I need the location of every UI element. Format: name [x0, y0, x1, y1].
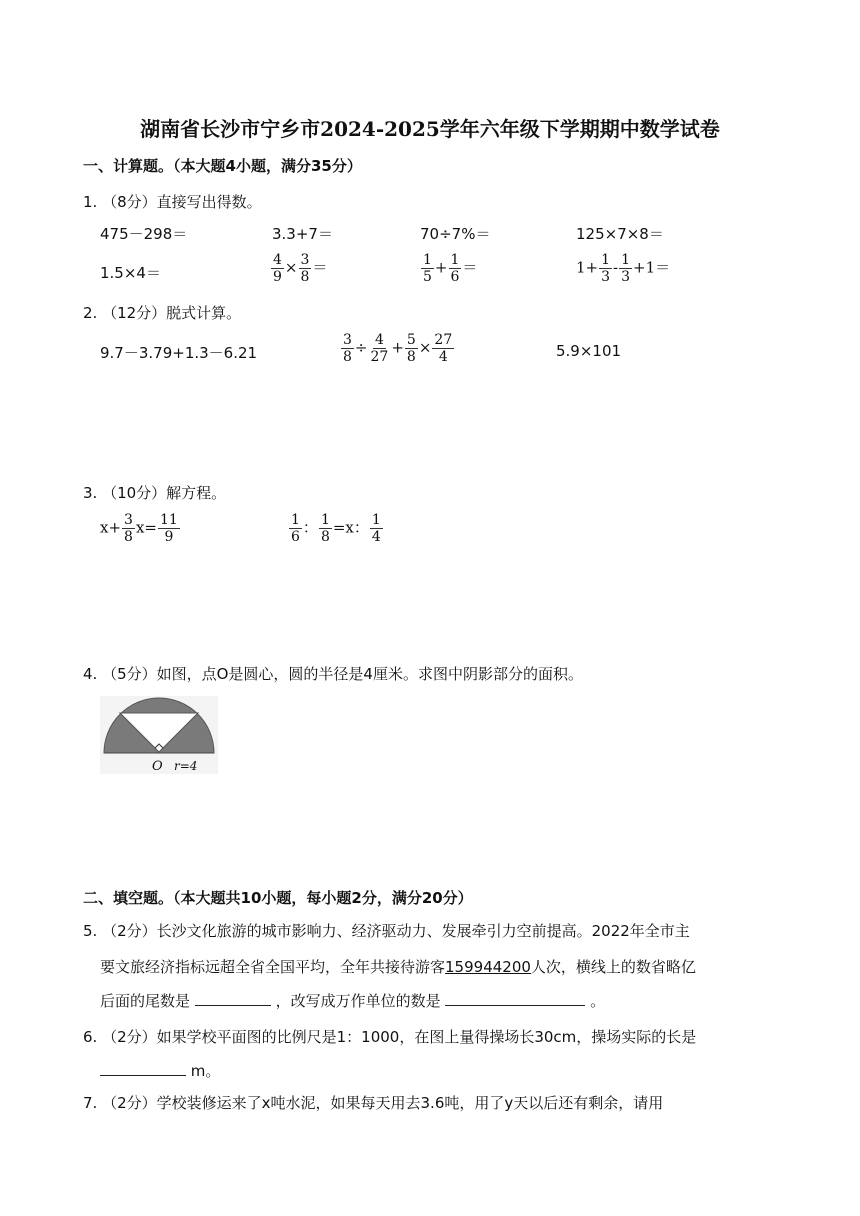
answer-blank-6[interactable]: [100, 1059, 186, 1076]
q1-item-7: $\frac{1}{5}$ + $\frac{1}{6}$ ＝: [423, 252, 478, 285]
section-2-heading: 二、填空题。（本大题共10小题，每小题2分，满分20分）: [83, 889, 473, 907]
q1-item-3: 70÷7%＝: [420, 225, 491, 243]
q1-item-1: 475－298＝: [100, 225, 188, 243]
q1-item-2: 3.3+7＝: [272, 225, 333, 243]
q2-expression-2: $\frac{3}{8}$ ÷ $\frac{4}{27}$ + $\frac{5}{8}$ × $\frac{27}{4}$: [343, 332, 453, 365]
q1-item-6: $\frac{4}{9}$ × $\frac{3}{8}$ ＝: [273, 252, 328, 285]
semicircle-diagram: [100, 696, 218, 774]
q3-equation-1: x+ $\frac{3}{8}$ x= $\frac{11}{9}$: [100, 512, 178, 545]
radius-label: r=4: [174, 759, 198, 773]
q2-expression-3: 5.9×101: [556, 342, 622, 360]
question-1-label: 1. （8分）直接写出得数。: [83, 193, 262, 211]
question-7-line-1: 7. （2分）学校装修运来了x吨水泥，如果每天用去3.6吨，用了y天以后还有剩余，请用: [83, 1094, 664, 1112]
answer-blank-5b[interactable]: [445, 989, 585, 1006]
question-3-label: 3. （10分）解方程。: [83, 484, 227, 502]
answer-blank-5a[interactable]: [195, 989, 271, 1006]
q1-item-8: 1+ $\frac{1}{3}$ - $\frac{1}{3}$ +1＝: [576, 252, 671, 285]
q2-expression-1: 9.7－3.79+1.3－6.21: [100, 344, 258, 362]
tourist-count: 159944200: [445, 958, 531, 976]
question-4-label: 4. （5分）如图，点O是圆心，圆的半径是4厘米。求图中阴影部分的面积。: [83, 665, 583, 683]
question-5-line-2: 要文旅经济指标远超全省全国平均，全年共接待游客159944200人次，横线上的数省略亿: [100, 958, 696, 976]
question-2-label: 2. （12分）脱式计算。: [83, 304, 242, 322]
q3-equation-2: $\frac{1}{6}$ ： $\frac{1}{8}$ =x： $\frac{1}{4}$: [291, 512, 381, 545]
question-6-line-1: 6. （2分）如果学校平面图的比例尺是1：1000，在图上量得操场长30cm，操场实际的长是: [83, 1028, 697, 1046]
q1-item-4: 125×7×8＝: [576, 225, 664, 243]
q1-item-5: 1.5×4＝: [100, 264, 161, 282]
center-label-o: O: [152, 759, 163, 774]
section-1-heading: 一、计算题。（本大题4小题，满分35分）: [83, 157, 362, 175]
question-5-line-1: 5. （2分）长沙文化旅游的城市影响力、经济驱动力、发展牵引力空前提高。2022年全市主: [83, 922, 690, 940]
page-title: 湖南省长沙市宁乡市2024-2025学年六年级下学期期中数学试卷: [140, 117, 720, 141]
question-5-line-3: 后面的尾数是 ，改写成万作单位的数是 。: [100, 983, 605, 1019]
semicircle-figure: [100, 696, 218, 774]
question-6-line-2: m。: [100, 1053, 220, 1089]
